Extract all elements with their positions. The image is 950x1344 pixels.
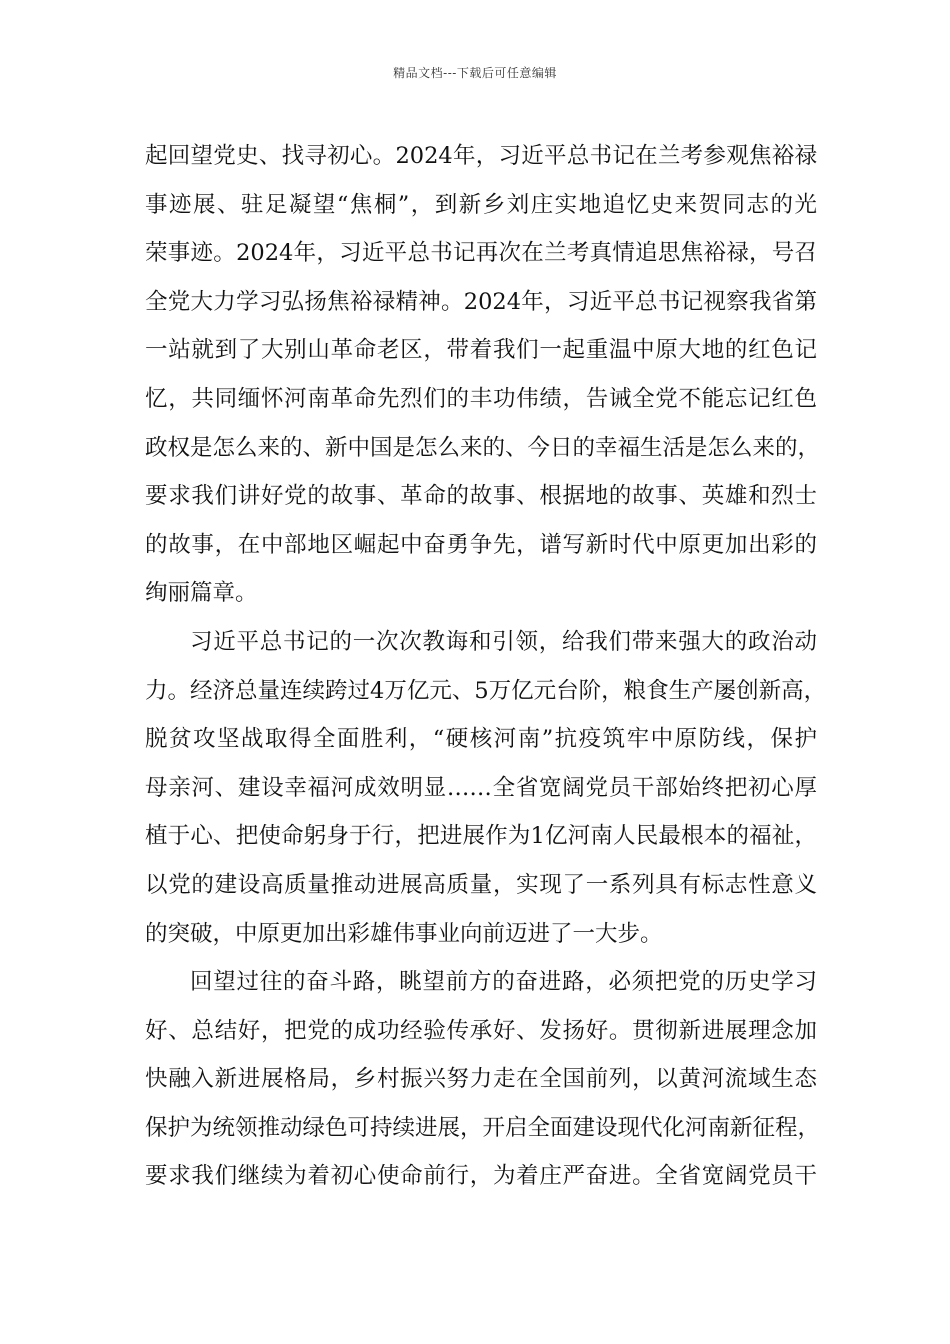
page-header: 精品文档---下载后可任意编辑 [393,66,557,80]
text-line: 脱贫攻坚战取得全面胜利，“硬核河南”抗疫筑牢中原防线，保护 [145,726,817,753]
text-line: 要求我们继续为着初心使命前行，为着庄严奋进。全省宽阔党员干 [145,1163,817,1190]
text-line: 事迹展、驻足凝望“焦桐”，到新乡刘庄实地追忆史来贺同志的光 [145,191,817,218]
text-line: 回望过往的奋斗路，眺望前方的奋进路，必须把党的历史学习 [190,969,817,996]
text-line: 要求我们讲好党的故事、革命的故事、根据地的故事、英雄和烈士 [145,483,817,510]
text-line: 力。经济总量连续跨过4万亿元、5万亿元台阶，粮食生产屡创新高， [145,677,827,704]
text-line: 母亲河、建设幸福河成效明显……全省宽阔党员干部始终把初心厚 [145,774,817,801]
text-line: 绚丽篇章。 [145,580,258,607]
text-line: 以党的建设高质量推动进展高质量，实现了一系列具有标志性意义 [145,871,817,898]
text-line: 植于心、把使命躬身于行，把进展作为1亿河南人民最根本的福祉， [145,823,817,850]
text-line: 忆，共同缅怀河南革命先烈们的丰功伟绩，告诫全党不能忘记红色 [145,385,817,412]
text-line: 全党大力学习弘扬焦裕禄精神。2024年，习近平总书记视察我省第 [145,288,817,315]
text-line: 一站就到了大别山革命老区，带着我们一起重温中原大地的红色记 [145,337,817,364]
text-line: 政权是怎么来的、新中国是怎么来的、今日的幸福生活是怎么来的， [145,434,821,461]
text-line: 保护为统领推动绿色可持续进展，开启全面建设现代化河南新征程， [145,1114,821,1141]
text-line: 快融入新进展格局，乡村振兴努力走在全国前列，以黄河流域生态 [145,1066,817,1093]
text-line: 的故事，在中部地区崛起中奋勇争先，谱写新时代中原更加出彩的 [145,531,817,558]
text-line: 好、总结好，把党的成功经验传承好、发扬好。贯彻新进展理念加 [145,1017,817,1044]
text-line: 的突破，中原更加出彩雄伟事业向前迈进了一大步。 [145,920,663,947]
text-line: 习近平总书记的一次次教诲和引领，给我们带来强大的政治动 [190,628,817,655]
text-line: 荣事迹。2024年，习近平总书记再次在兰考真情追思焦裕禄，号召 [145,240,817,267]
text-line: 起回望党史、找寻初心。2024年，习近平总书记在兰考参观焦裕禄 [145,143,817,169]
body-text [145,132,827,1201]
